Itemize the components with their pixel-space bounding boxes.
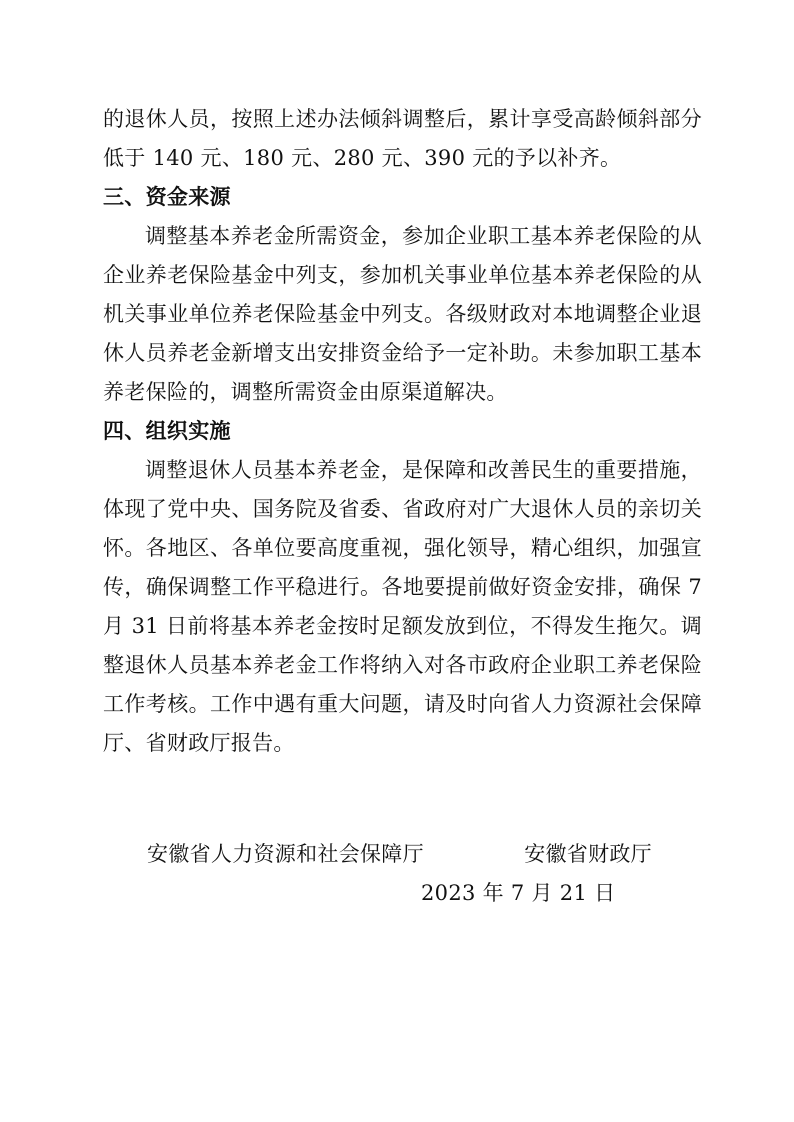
signing-org-hrss: 安徽省人力资源和社会保障厅	[147, 842, 424, 866]
paragraph-funding-source: 调整基本养老金所需资金，参加企业职工基本养老保险的从企业养老保险基金中列支，参加机关事业单位基本养老保险的从机关事业单位养老保险基金中列支。各级财政对本地调整企业退休人员养老金新增支出安排资金给予一定补助。未参加职工基本养老保险的，调整所需资金由原渠道解决。	[103, 224, 702, 404]
signature-orgs-row	[103, 835, 702, 874]
signature-block	[103, 835, 702, 913]
signature-date: 2023 年 7 月 21 日	[421, 881, 616, 905]
signing-org-finance: 安徽省财政厅	[524, 842, 652, 866]
document-body	[103, 100, 702, 763]
paragraph-organization: 调整退休人员基本养老金，是保障和改善民生的重要措施，体现了党中央、国务院及省委、省政府对广大退休人员的亲切关怀。各地区、各单位要高度重视，强化领导，精心组织，加强宣传，确保调整工作平稳进行。各地要提前做好资金安排，确保 7 月 31 日前将基本养老金按时足额发放到位，不得发生拖欠。调整退休人员基本养老金工作将纳入对各市政府企业职工养老保险工作考核。工作中遇有重大问题，请及时向省人力资源社会保障厅、省财政厅报告。	[103, 458, 702, 755]
section-heading-funding-source: 三、资金来源	[103, 186, 231, 209]
paragraph-continued: 的退休人员，按照上述办法倾斜调整后，累计享受高龄倾斜部分低于 140 元、180 元、280 元、390 元的予以补齐。	[103, 107, 702, 170]
section-heading-organization: 四、组织实施	[103, 420, 231, 443]
